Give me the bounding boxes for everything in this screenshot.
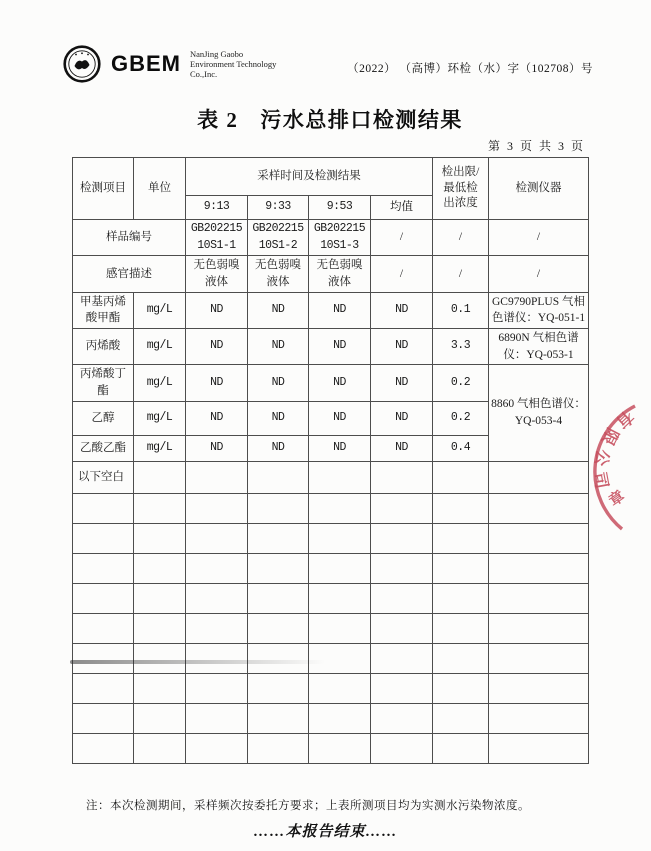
col-header-time-3: 9:53 — [309, 196, 371, 220]
average-cell: ND — [371, 329, 433, 365]
empty-row — [73, 733, 589, 763]
result-cell: ND — [186, 329, 248, 365]
table-title-text: 污水总排口检测结果 — [260, 108, 463, 132]
empty-row — [73, 553, 589, 583]
empty-cell — [248, 493, 309, 523]
empty-cell — [248, 583, 309, 613]
empty-cell — [309, 583, 371, 613]
result-cell: ND — [248, 365, 309, 401]
empty-cell — [371, 583, 433, 613]
limit-cell: 0.2 — [433, 401, 489, 435]
slash-cell: / — [489, 256, 589, 292]
instrument-cell: 6890N 气相色谱仪：YQ-053-1 — [489, 329, 589, 365]
empty-cell — [433, 733, 489, 763]
sensory-value: 无色弱嗅液体 — [248, 256, 309, 292]
empty-cell — [186, 613, 248, 643]
empty-cell — [248, 643, 309, 673]
empty-cell — [73, 493, 134, 523]
svg-text:有限公司 — [590, 407, 638, 498]
item-name: 乙醇 — [73, 401, 134, 435]
empty-cell — [134, 703, 186, 733]
empty-row — [73, 643, 589, 673]
empty-cell — [73, 703, 134, 733]
empty-cell — [186, 553, 248, 583]
empty-cell — [73, 733, 134, 763]
result-cell: ND — [248, 292, 309, 328]
empty-cell — [371, 643, 433, 673]
empty-cell — [309, 523, 371, 553]
limit-cell: 0.4 — [433, 435, 489, 461]
header-row-1 — [73, 158, 589, 196]
blank-below-row — [73, 461, 589, 493]
result-cell: ND — [309, 365, 371, 401]
company-line: NanJing Gaobo — [190, 48, 244, 59]
empty-cell — [489, 673, 589, 703]
empty-cell — [371, 553, 433, 583]
empty-cell — [186, 461, 248, 493]
average-cell: ND — [371, 401, 433, 435]
company-seal-stamp — [589, 402, 651, 534]
result-cell: ND — [248, 329, 309, 365]
empty-cell — [134, 523, 186, 553]
empty-cell — [134, 643, 186, 673]
empty-cell — [186, 703, 248, 733]
empty-cell — [186, 643, 248, 673]
limit-cell: 0.1 — [433, 292, 489, 328]
empty-cell — [489, 613, 589, 643]
sensory-value: 无色弱嗅液体 — [186, 256, 248, 292]
empty-cell — [309, 703, 371, 733]
slash-cell: / — [433, 256, 489, 292]
empty-cell — [433, 493, 489, 523]
empty-cell — [309, 493, 371, 523]
empty-cell — [248, 613, 309, 643]
empty-cell — [433, 461, 489, 493]
empty-cell — [371, 461, 433, 493]
blank-below-label: 以下空白 — [73, 461, 134, 493]
empty-cell — [134, 553, 186, 583]
empty-cell — [433, 643, 489, 673]
unit-cell: mg/L — [134, 401, 186, 435]
empty-cell — [248, 673, 309, 703]
col-header-sampling: 采样时间及检测结果 — [186, 158, 433, 196]
sensory-value: 无色弱嗅液体 — [309, 256, 371, 292]
empty-cell — [489, 553, 589, 583]
empty-cell — [134, 613, 186, 643]
empty-cell — [309, 643, 371, 673]
slash-cell: / — [433, 220, 489, 256]
sample-id-label: 样品编号 — [73, 220, 186, 256]
seal-char: 章 — [606, 488, 628, 511]
empty-cell — [309, 553, 371, 583]
empty-row — [73, 703, 589, 733]
unit-cell: mg/L — [134, 365, 186, 401]
empty-cell — [248, 523, 309, 553]
document-number: （2022） （高博）环检（水）字（102708）号 — [347, 63, 593, 75]
empty-cell — [248, 553, 309, 583]
empty-cell — [73, 523, 134, 553]
empty-row — [73, 673, 589, 703]
result-cell: ND — [186, 292, 248, 328]
table-row — [73, 365, 589, 401]
sensory-label: 感官描述 — [73, 256, 186, 292]
empty-row — [73, 493, 589, 523]
table-row — [73, 329, 589, 365]
empty-cell — [433, 583, 489, 613]
empty-cell — [134, 673, 186, 703]
empty-cell — [186, 733, 248, 763]
slash-cell: / — [371, 220, 433, 256]
result-cell: ND — [248, 401, 309, 435]
empty-row — [73, 583, 589, 613]
empty-cell — [309, 461, 371, 493]
average-cell: ND — [371, 435, 433, 461]
item-name: 丙烯酸 — [73, 329, 134, 365]
empty-cell — [134, 583, 186, 613]
empty-cell — [371, 673, 433, 703]
empty-cell — [134, 733, 186, 763]
col-header-time-2: 9:33 — [248, 196, 309, 220]
instrument-cell: GC9790PLUS 气相色谱仪：YQ-051-1 — [489, 292, 589, 328]
slash-cell: / — [371, 256, 433, 292]
company-line: Environment Technology — [190, 58, 277, 69]
item-name: 丙烯酸丁酯 — [73, 365, 134, 401]
empty-row — [73, 613, 589, 643]
empty-cell — [489, 523, 589, 553]
result-cell: ND — [309, 292, 371, 328]
unit-cell: mg/L — [134, 292, 186, 328]
empty-cell — [433, 703, 489, 733]
empty-cell — [489, 583, 589, 613]
empty-cell — [134, 461, 186, 493]
empty-cell — [489, 703, 589, 733]
letterhead — [62, 44, 276, 84]
empty-cell — [248, 703, 309, 733]
result-cell: ND — [248, 435, 309, 461]
col-header-item: 检测项目 — [73, 158, 134, 220]
sample-id-row — [73, 220, 589, 256]
empty-cell — [433, 613, 489, 643]
empty-cell — [433, 523, 489, 553]
empty-cell — [489, 493, 589, 523]
page-title — [72, 104, 588, 134]
item-name: 乙酸乙酯 — [73, 435, 134, 461]
empty-cell — [433, 553, 489, 583]
col-header-time-1: 9:13 — [186, 196, 248, 220]
col-header-instrument: 检测仪器 — [489, 158, 589, 220]
empty-cell — [371, 493, 433, 523]
empty-cell — [134, 493, 186, 523]
average-cell: ND — [371, 365, 433, 401]
results-table-body — [73, 158, 589, 764]
result-cell: ND — [186, 401, 248, 435]
result-cell: ND — [186, 365, 248, 401]
result-cell: ND — [309, 435, 371, 461]
empty-cell — [73, 673, 134, 703]
table-number-label: 表 2 — [197, 108, 239, 132]
limit-line: 检出限/ — [441, 166, 480, 179]
empty-cell — [309, 673, 371, 703]
limit-line: 出浓度 — [443, 197, 478, 210]
seal-arc-text: 有限公司 — [589, 406, 638, 499]
empty-cell — [73, 613, 134, 643]
item-name: 甲基丙烯酸甲酯 — [73, 292, 134, 328]
results-table — [72, 157, 589, 764]
empty-cell — [489, 643, 589, 673]
sample-id-value: GB202215 10S1-1 — [186, 220, 248, 256]
logo-text: GBEM — [111, 51, 181, 76]
empty-cell — [73, 583, 134, 613]
limit-cell: 3.3 — [433, 329, 489, 365]
unit-cell: mg/L — [134, 329, 186, 365]
empty-cell — [186, 493, 248, 523]
footnote: 注：本次检测期间，采样频次按委托方要求；上表所测项目均为实测水污染物浓度。 — [86, 800, 530, 812]
sample-id-value: GB202215 10S1-3 — [309, 220, 371, 256]
empty-row — [73, 523, 589, 553]
empty-cell — [309, 733, 371, 763]
empty-cell — [371, 613, 433, 643]
empty-cell — [186, 673, 248, 703]
empty-cell — [186, 523, 248, 553]
limit-cell: 0.2 — [433, 365, 489, 401]
company-line: Co.,Inc. — [190, 69, 218, 80]
slash-cell: / — [489, 220, 589, 256]
empty-cell — [371, 703, 433, 733]
empty-cell — [433, 673, 489, 703]
result-cell: ND — [186, 435, 248, 461]
empty-cell — [489, 461, 589, 493]
sample-id-value: GB202215 10S1-2 — [248, 220, 309, 256]
empty-cell — [248, 733, 309, 763]
empty-cell — [371, 733, 433, 763]
empty-cell — [371, 523, 433, 553]
average-cell: ND — [371, 292, 433, 328]
company-name — [190, 49, 276, 80]
result-cell: ND — [309, 401, 371, 435]
empty-cell — [186, 583, 248, 613]
empty-cell — [248, 461, 309, 493]
col-header-unit: 单位 — [134, 158, 186, 220]
instrument-cell: 8860 气相色谱仪：YQ-053-4 — [489, 365, 589, 461]
gbem-logo-icon — [62, 44, 102, 84]
limit-line: 最低检 — [443, 181, 478, 194]
report-end-mark: ……本报告结束…… — [253, 824, 398, 840]
col-header-average: 均值 — [371, 196, 433, 220]
unit-cell: mg/L — [134, 435, 186, 461]
sensory-row — [73, 256, 589, 292]
empty-cell — [73, 553, 134, 583]
table-row — [73, 292, 589, 328]
scan-smudge — [70, 660, 325, 664]
empty-cell — [489, 733, 589, 763]
empty-cell — [73, 643, 134, 673]
page-number: 第 3 页 共 3 页 — [487, 139, 585, 153]
empty-cell — [309, 613, 371, 643]
col-header-limit — [433, 158, 489, 220]
result-cell: ND — [309, 329, 371, 365]
